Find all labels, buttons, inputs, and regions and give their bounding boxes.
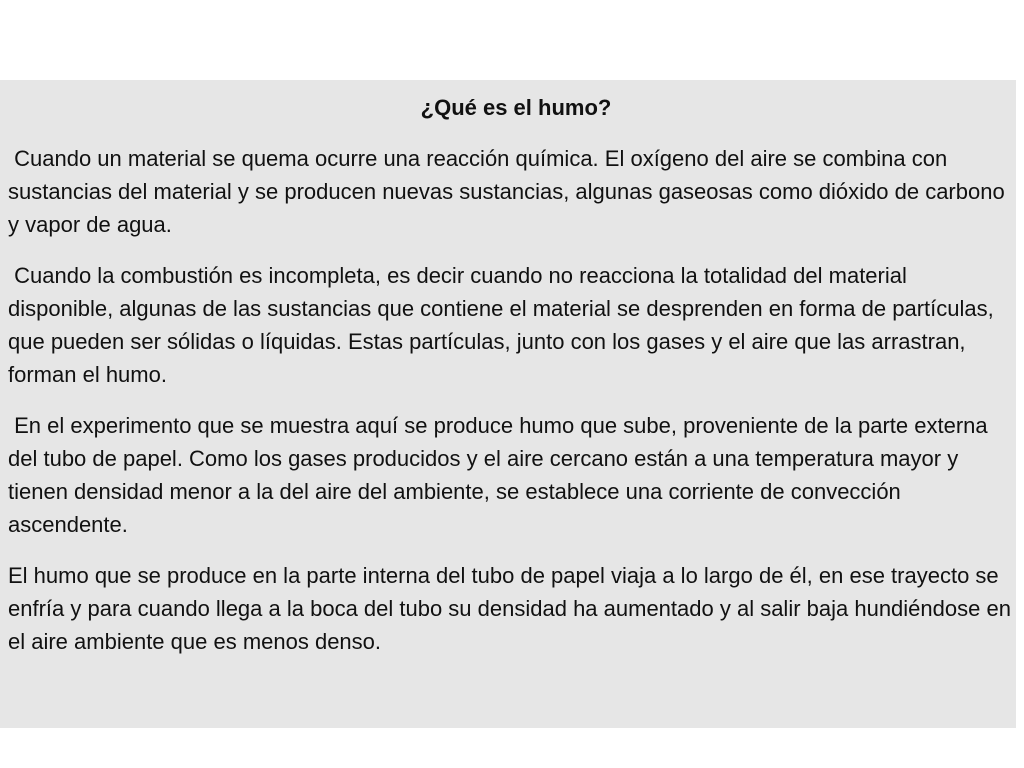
paragraph-2: Cuando la combustión es incompleta, es decir cuando no reacciona la totalidad del material disponible, algunas de las sustancias que contiene el material se desprenden en forma de partículas, que pueden ser sólidas o líquidas. Estas partículas, junto con los gases y el aire que las arrastran, forman el humo. bbox=[8, 263, 1000, 387]
text-panel bbox=[0, 80, 1016, 728]
document-title: ¿Qué es el humo? bbox=[420, 95, 612, 120]
paragraph-3: En el experimento que se muestra aquí se produce humo que sube, proveniente de la parte externa del tubo de papel. Como los gases producidos y el aire cercano están a una temperatura mayor y tienen densidad menor a la del aire del ambiente, se establece una corriente de convección ascendente. bbox=[8, 413, 994, 537]
paragraph-1: Cuando un material se quema ocurre una reacción química. El oxígeno del aire se combina con sustancias del material y se producen nuevas sustancias, algunas gaseosas como dióxido de carbono y vapor de agua. bbox=[8, 146, 1011, 237]
paragraph-4: El humo que se produce en la parte interna del tubo de papel viaja a lo largo de él, en ese trayecto se enfría y para cuando llega a la boca del tubo su densidad ha aumentado y al salir baja hundiéndose en el aire ambiente que es menos denso. bbox=[8, 563, 1018, 654]
